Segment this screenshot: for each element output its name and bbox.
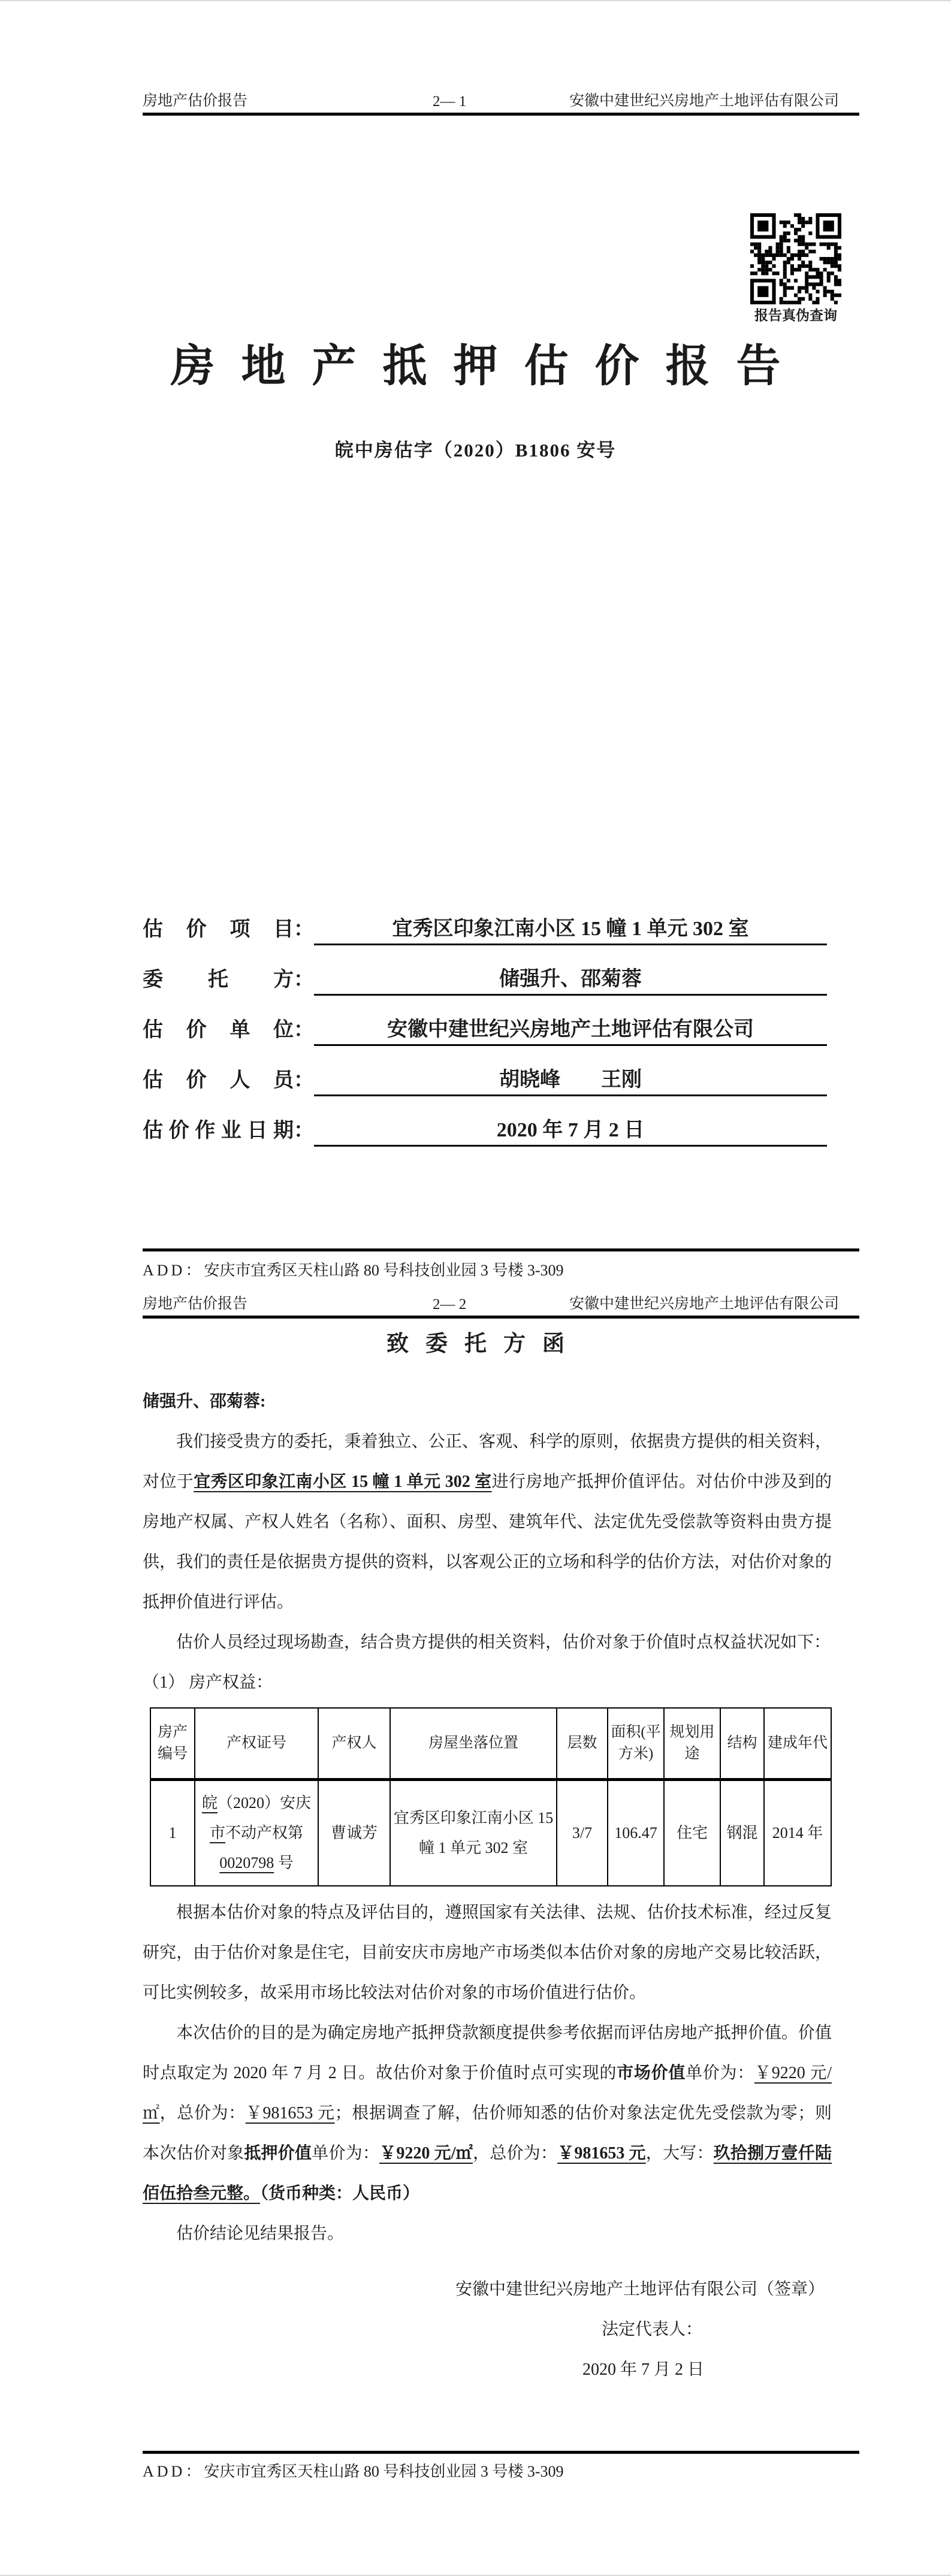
form-value-date: 2020 年 7 月 2 日: [314, 1113, 827, 1147]
qr-code: [750, 213, 841, 304]
cell-cert-no: [195, 1780, 318, 1886]
header-page-number: 2— 2: [433, 1296, 467, 1313]
text-run: 号: [274, 1854, 294, 1871]
subject-property-emphasis: 宜秀区印象江南小区 15 幢 1 单元 302 室: [194, 1473, 492, 1491]
page1-footer-rule: [143, 1248, 859, 1251]
paragraph-conclusion: 估价结论见结果报告。: [176, 2224, 345, 2243]
table-header-row: [150, 1708, 831, 1780]
text-run: 不动产权第: [225, 1824, 304, 1842]
letter-body: [143, 1381, 832, 2390]
table-row: [150, 1780, 831, 1886]
address-label: ADD：: [143, 2463, 204, 2480]
page1-footer-address: [143, 1258, 564, 1280]
col-header-cert-no: 产权证号: [195, 1708, 318, 1780]
text-run: ，总价为：: [159, 2104, 246, 2123]
letter-title: 致委托方函: [387, 1332, 581, 1356]
form-row-project: [143, 895, 827, 945]
paragraph-method: 根据本估价对象的特点及评估目的，遵照国家有关法律、法规、估价技术标准，经过反复研究，由于估价对象是住宅，目前安庆市房地产市场类似本估价对象的房地产交易比较活跃，可比实例较多，故采用市场比较法对估价对象的市场价值进行估价。: [143, 1903, 832, 2002]
cell-area: 106.47: [608, 1780, 664, 1886]
col-header-area: 面积(平方米): [608, 1708, 664, 1780]
salutation: 储强升、邵菊蓉:: [143, 1392, 266, 1411]
paragraph-intro: [143, 1422, 832, 1622]
form-row-appraisers: [143, 1046, 827, 1096]
text-run: 单价为：: [312, 2144, 380, 2163]
header-company-name: 安徽中建世纪兴房地产土地评估有限公司: [569, 93, 839, 109]
page2-footer-rule: [143, 2451, 859, 2454]
mortgage-total-price-value: ￥981653 元: [557, 2144, 646, 2163]
form-label-client: 委 托 方: [143, 969, 294, 991]
signature-company: 安徽中建世纪兴房地产土地评估有限公司（签章）: [455, 2280, 825, 2299]
form-label-appraisers: 估 价 人 员: [143, 1069, 294, 1092]
col-header-use: 规划用途: [664, 1708, 720, 1780]
text-run: （2020）安庆: [218, 1794, 312, 1812]
cell-floor: 3/7: [557, 1780, 608, 1886]
text-run: 抵押价值: [244, 2144, 312, 2163]
text-run: 我们接受贵方的委托，秉着独立、公正、客观、科学的原则，依据贵方提供的相关资料，对位于: [143, 1432, 832, 1491]
col-header-owner: 产权人: [318, 1708, 390, 1780]
total-price-value: ￥981653 元: [245, 2104, 335, 2123]
col-header-location: 房屋坐落位置: [390, 1708, 557, 1780]
text-run: 皖: [201, 1794, 218, 1812]
form-value-agency: 安徽中建世纪兴房地产土地评估有限公司: [314, 1012, 827, 1046]
amount-in-words: 玖拾捌万壹仟陆佰伍拾叁元整。: [143, 2144, 832, 2203]
text-run: 进行房地产抵押价值评估。对估价中涉及到的房地产权属、产权人姓名（名称）、面积、房型、建筑年代、法定优先受偿款等资料由贵方提供，我们的责任是依据贵方提供的资料，以客观公正的立场和科学的估价方法，对估价对象的抵押价值进行评估。: [143, 1473, 832, 1611]
col-header-property-no: 房产编号: [150, 1708, 195, 1780]
cover-form: [143, 895, 827, 1147]
page2-footer-address: [143, 2459, 564, 2481]
property-rights-table: [150, 1707, 832, 1886]
col-header-year: 建成年代: [764, 1708, 831, 1780]
form-colon: ：: [294, 969, 314, 991]
form-row-date: [143, 1096, 827, 1147]
mortgage-unit-price-value: ￥9220 元/㎡: [379, 2144, 473, 2163]
col-header-structure: 结构: [720, 1708, 764, 1780]
form-row-agency: [143, 996, 827, 1046]
cell-owner: 曹诚芳: [318, 1780, 390, 1886]
report-number: 皖中房估字（2020）B1806 安号: [334, 440, 617, 461]
form-label-agency: 估 价 单 位: [143, 1019, 294, 1041]
form-colon: ：: [294, 1120, 314, 1142]
form-value-project: 宜秀区印象江南小区 15 幢 1 单元 302 室: [314, 912, 827, 945]
form-colon: ：: [294, 918, 314, 941]
cell-use: 住宅: [664, 1780, 720, 1886]
page1-header: [143, 87, 839, 110]
page1-header-rule: [143, 113, 859, 116]
scan-edge-top: [0, 0, 951, 1]
signature-block: [143, 2269, 832, 2390]
cell-location: 宜秀区印象江南小区 15 幢 1 单元 302 室: [390, 1780, 557, 1886]
header-page-number: 2— 1: [433, 93, 467, 110]
form-label-project: 估 价 项 目: [143, 918, 294, 941]
text-run: ，总价为：: [473, 2144, 558, 2163]
paragraph-survey: 估价人员经过现场勘查，结合贵方提供的相关资料，估价对象于价值时点权益状况如下：: [176, 1633, 831, 1652]
qr-code-icon: [750, 213, 841, 304]
page2-header: [143, 1290, 839, 1313]
col-header-floor: 层数: [557, 1708, 608, 1780]
cell-year: 2014 年: [764, 1780, 831, 1886]
text-run: 市: [209, 1824, 225, 1842]
text-run: 市场价值: [617, 2064, 686, 2082]
text-run: 单价为：: [686, 2064, 754, 2082]
text-run: 0020798: [219, 1854, 274, 1871]
form-label-date: 估 价 作 业 日 期: [143, 1120, 294, 1142]
form-colon: ：: [294, 1069, 314, 1092]
text-run: ，大写：: [645, 2144, 714, 2163]
header-doc-type: 房地产估价报告: [143, 93, 248, 109]
header-doc-type: 房地产估价报告: [143, 1296, 248, 1312]
cell-structure: 钢混: [720, 1780, 764, 1886]
address-text: 安庆市宜秀区天柱山路 80 号科技创业园 3 号楼 3-309: [204, 2463, 564, 2480]
form-colon: ：: [294, 1019, 314, 1041]
form-value-client: 储强升、邵菊蓉: [314, 962, 827, 996]
currency-note: （货币种类：人民币）: [260, 2184, 420, 2203]
cell-property-no: 1: [150, 1780, 195, 1886]
signature-legal-rep: 法定代表人：: [602, 2320, 703, 2339]
list-item-rights: （1） 房产权益：: [143, 1673, 273, 1692]
qr-caption: 报告真伪查询: [754, 308, 837, 323]
text-run: ；根据调查了解，估价师知悉的估价对象法定优先受偿款为零；则本次估价对象: [143, 2104, 832, 2163]
address-label: ADD：: [143, 1262, 204, 1279]
text-run: 本次估价的目的是为确定房地产抵押贷款额度提供参考依据而评估房地产抵押价值。价值时点取定为 2020 年 7 月 2 日。故估价对象于价值时点可实现的: [143, 2024, 832, 2082]
paragraph-valuation: [143, 2013, 832, 2214]
report-title: 房地产抵押估价报告: [170, 342, 807, 391]
signature-date: 2020 年 7 月 2 日: [582, 2360, 705, 2379]
page2-header-rule: [143, 1316, 859, 1319]
address-text: 安庆市宜秀区天柱山路 80 号科技创业园 3 号楼 3-309: [204, 1262, 564, 1279]
form-value-appraisers: 胡晓峰 王刚: [314, 1063, 827, 1096]
header-company-name: 安徽中建世纪兴房地产土地评估有限公司: [569, 1296, 839, 1312]
unit-price-value: ￥9220 元/㎡: [143, 2064, 832, 2123]
form-row-client: [143, 945, 827, 996]
